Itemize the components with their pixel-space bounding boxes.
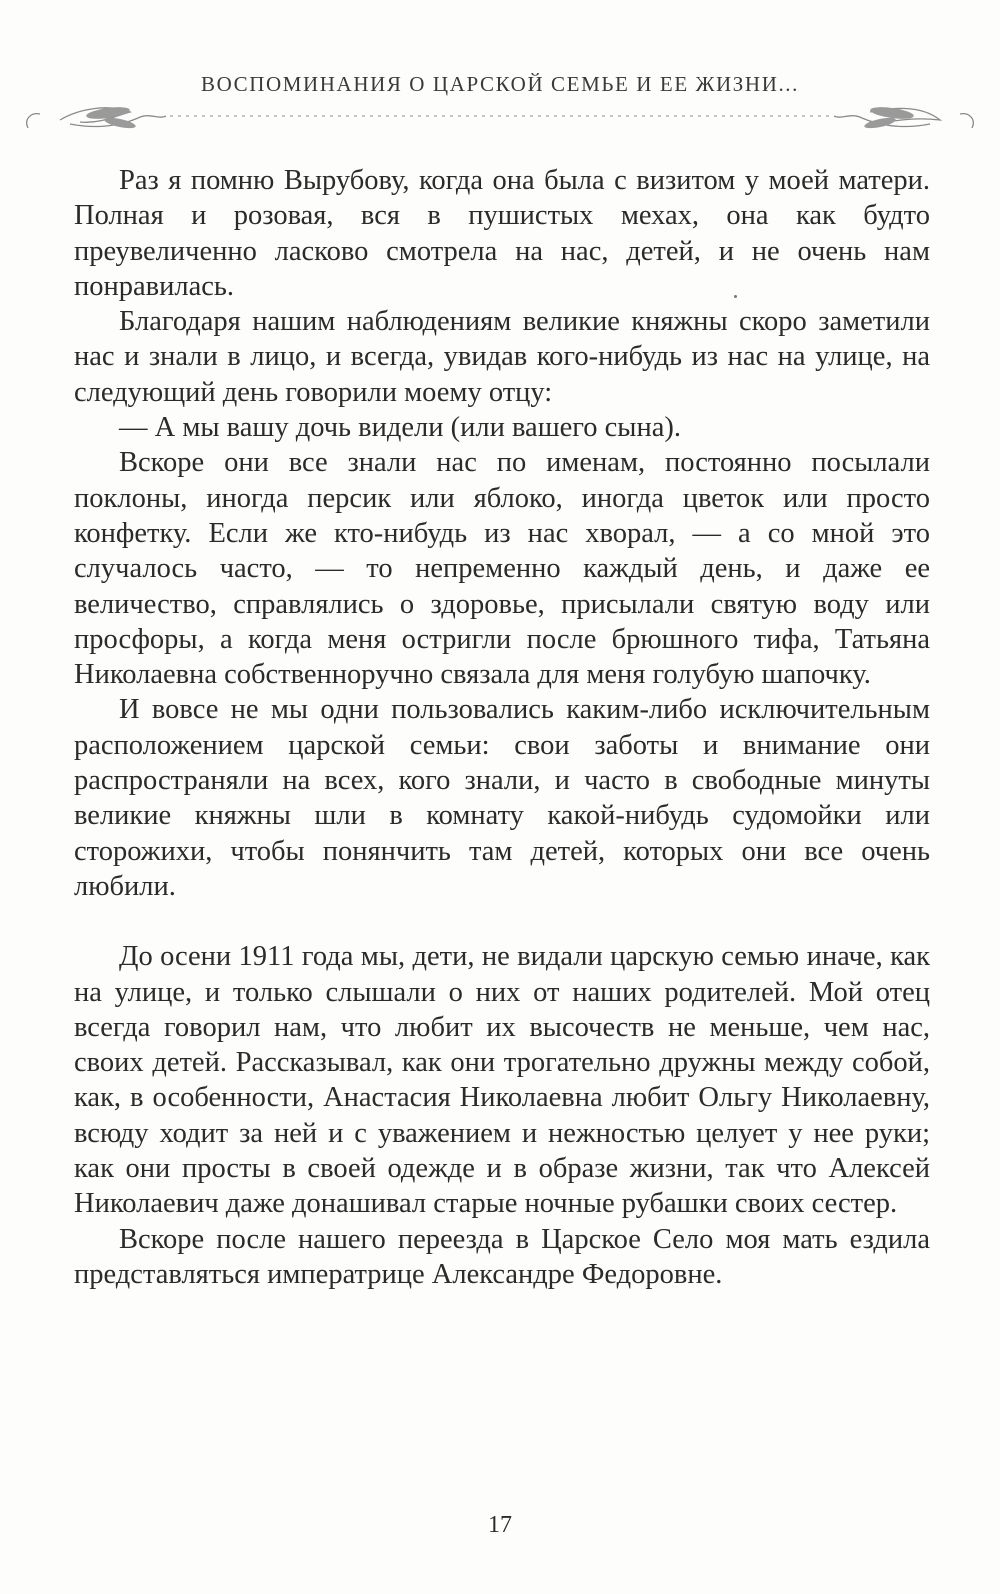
body-text	[74, 163, 930, 1292]
paragraph: Вскоре они все знали нас по именам, постоянно посылали поклоны, иногда персик или яблоко, иногда цветок или просто конфетку. Если же кто-нибудь из нас хворал, — а со мной это случалось часто, — то непременно каждый день, и даже ее величество, справлялись о здоровье, присылали святую воду или просфоры, а когда меня остригли после брюшного тифа, Татьяна Николаевна собственноручно связала для меня голубую шапочку.	[74, 447, 930, 691]
paragraph: И вовсе не мы одни пользовались каким-либо исключительным расположением царской семьи: свои заботы и внимание они распространяли на всех, кого знали, и часто в свободные минуты великие княжны шли в комнату какой-нибудь судомойки или сторожихи, чтобы понянчить там детей, которых они все очень любили.	[74, 694, 930, 902]
paragraph: Вскоре после нашего переезда в Царское Село моя мать ездила представляться императрице Александре Федоровне.	[74, 1223, 930, 1290]
print-speck	[734, 295, 737, 298]
dialog-line: — А мы вашу дочь видели (или вашего сына).	[119, 412, 681, 444]
leaf-flourish-divider-icon	[20, 98, 980, 138]
paragraph: Раз я помню Вырубову, когда она была с визитом у моей матери. Полная и розовая, вся в пушистых мехах, она как будто преувеличенно ласково смотрела на нас, детей, и не очень нам понравилась.	[74, 165, 930, 302]
running-title: ВОСПОМИНАНИЯ О ЦАРСКОЙ СЕМЬЕ И ЕЕ ЖИЗНИ...	[200, 72, 800, 96]
paragraph: До осени 1911 года мы, дети, не видали царскую семью иначе, как на улице, и только слышали о них от наших родителей. Мой отец всегда говорил нам, что любит их высочеств не меньше, чем нас, своих детей. Рассказывал, как они трогательно дружны между собой, как, в особенности, Анастасия Николаевна любит Ольгу Николаевну, всюду ходит за ней и с уважением и нежностью целует у нее руки; как они просты в своей одежде и в образе жизни, так что Алексей Николаевич даже донашивал старые ночные рубашки своих сестер.	[74, 941, 930, 1220]
paragraph: Благодаря нашим наблюдениям великие княжны скоро заметили нас и знали в лицо, и всегда, увидав кого-нибудь из нас на улице, на следующий день говорили моему отцу:	[74, 306, 930, 408]
page-number: 17	[488, 1512, 512, 1538]
